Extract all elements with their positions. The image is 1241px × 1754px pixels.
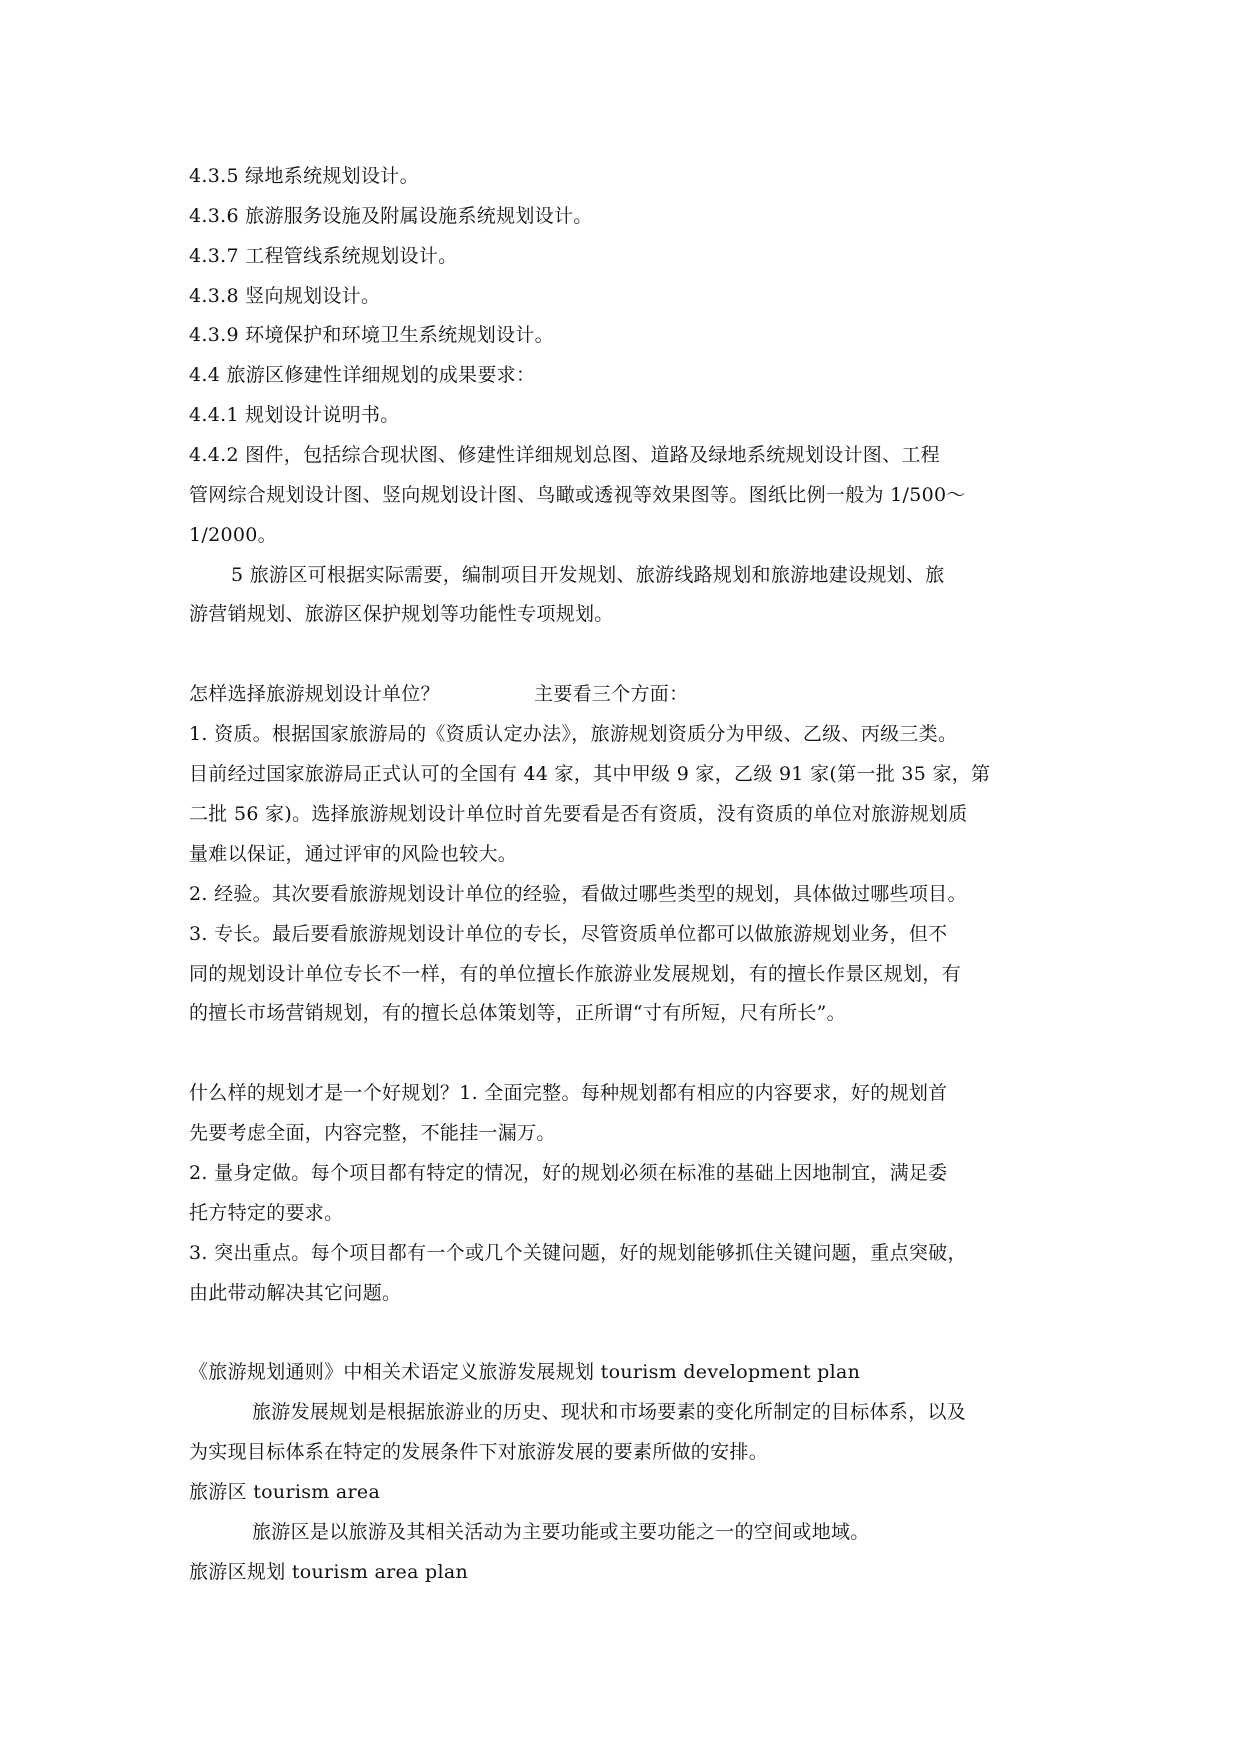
choose-unit-line-6: 3. 专长。最后要看旅游规划设计单位的专长，尽管资质单位都可以做旅游规划业务，但不 [189,923,948,945]
choose-unit-question: 怎样选择旅游规划设计单位？ [189,683,440,705]
good-plan-line-2: 先要考虑全面，内容完整，不能挂一漏万。 [189,1122,556,1144]
item-4-4-2-line-2: 管网综合规划设计图、竖向规划设计图、鸟瞰或透视等效果图等。图纸比例一般为 1/500～ [189,484,966,506]
choose-unit-line-8: 的擅长市场营销规划，有的擅长总体策划等，正所谓“寸有所短，尺有所长”。 [189,1002,846,1024]
item-4-3-6: 4.3.6 旅游服务设施及附属设施系统规划设计。 [189,205,593,227]
good-plan-line-1: 什么样的规划才是一个好规划？1. 全面完整。每种规划都有相应的内容要求，好的规划首 [189,1082,948,1104]
good-plan-line-6: 由此带动解决其它问题。 [189,1282,402,1304]
choose-unit-line-3: 二批 56 家)。选择旅游规划设计单位时首先要看是否有资质，没有资质的单位对旅游规划质 [189,803,968,825]
term-3-title: 旅游区规划 tourism area plan [189,1561,469,1583]
term-2-definition: 旅游区是以旅游及其相关活动为主要功能或主要功能之一的空间或地域。 [252,1521,870,1543]
choose-unit-line-1: 1. 资质。根据国家旅游局的《资质认定办法》，旅游规划资质分为甲级、乙级、丙级三类。 [189,723,958,745]
section-5-line-1: 5 旅游区可根据实际需要，编制项目开发规划、旅游线路规划和旅游地建设规划、旅 [231,564,945,586]
section-4-4-heading: 4.4 旅游区修建性详细规划的成果要求： [189,364,536,386]
good-plan-line-4: 托方特定的要求。 [189,1202,344,1224]
term-2-title: 旅游区 tourism area [189,1481,381,1503]
item-4-3-5: 4.3.5 绿地系统规划设计。 [189,165,419,187]
item-4-3-9: 4.3.9 环境保护和环境卫生系统规划设计。 [189,324,554,346]
item-4-4-2-line-3: 1/2000。 [189,524,277,546]
item-4-4-2-line-1: 4.4.2 图件，包括综合现状图、修建性详细规划总图、道路及绿地系统规划设计图、工程 [189,444,940,466]
item-4-4-1: 4.4.1 规划设计说明书。 [189,404,400,426]
term-1-definition-line-2: 为实现目标体系在特定的发展条件下对旅游发展的要素所做的安排。 [189,1441,769,1463]
item-4-3-8: 4.3.8 竖向规划设计。 [189,285,381,307]
item-4-3-7: 4.3.7 工程管线系统规划设计。 [189,245,458,267]
good-plan-line-5: 3. 突出重点。每个项目都有一个或几个关键问题，好的规划能够抓住关键问题，重点突破， [189,1242,967,1264]
choose-unit-line-2: 目前经过国家旅游局正式认可的全国有 44 家，其中甲级 9 家，乙级 91 家(第一批 35 家，第 [189,763,991,785]
choose-unit-line-7: 同的规划设计单位专长不一样，有的单位擅长作旅游业发展规划，有的擅长作景区规划，有 [189,963,962,985]
good-plan-line-3: 2. 量身定做。每个项目都有特定的情况，好的规划必须在标准的基础上因地制宜，满足委 [189,1162,948,1184]
term-1-definition-line-1: 旅游发展规划是根据旅游业的历史、现状和市场要素的变化所制定的目标体系，以及 [252,1401,967,1423]
choose-unit-intro: 主要看三个方面： [534,683,689,705]
choose-unit-line-5: 2. 经验。其次要看旅游规划设计单位的经验，看做过哪些类型的规划，具体做过哪些项目。 [189,883,967,905]
choose-unit-line-4: 量难以保证，通过评审的风险也较大。 [189,843,518,865]
terms-heading: 《旅游规划通则》中相关术语定义旅游发展规划 tourism development plan [189,1361,861,1383]
section-5-line-2: 游营销规划、旅游区保护规划等功能性专项规划。 [189,603,614,625]
